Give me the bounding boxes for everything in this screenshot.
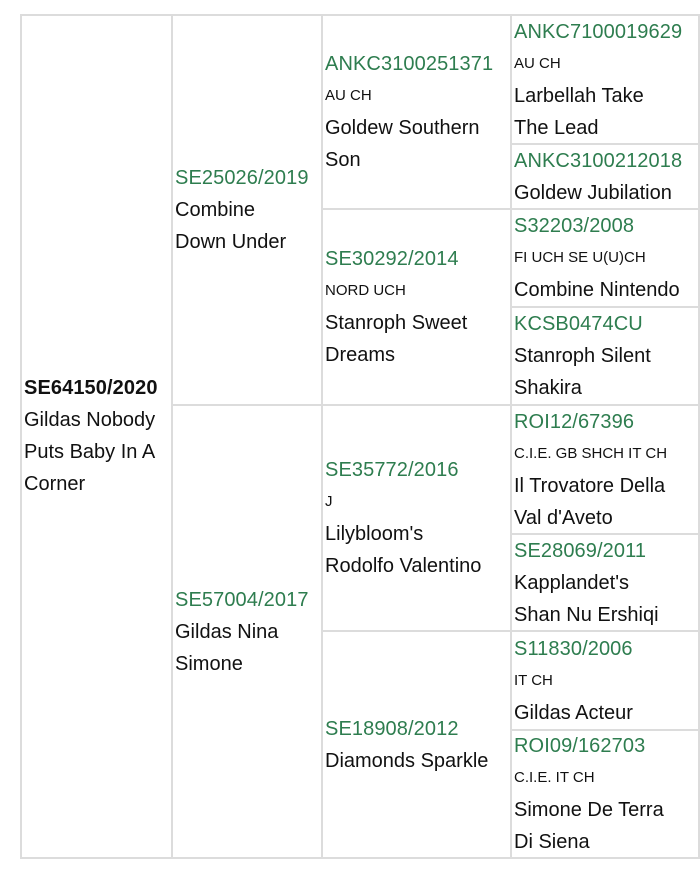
dam-sire-name-line-2: Rodolfo Valentino [325, 555, 482, 577]
ggp-3-name-line-1: Combine Nintendo [514, 279, 680, 301]
ggp-8-name-line-1: Simone De Terra [514, 799, 664, 821]
sire-registration-link[interactable]: SE25026/2019 [175, 167, 309, 189]
ggp-6-name-line-1: Kapplandet's [514, 571, 630, 594]
pedigree-cell-ggp-8 [510, 729, 700, 859]
subject-registration: SE64150/2020 [24, 377, 158, 399]
ggp-4-name-line-2: Shakira [514, 377, 582, 399]
ggp-5-registration-link[interactable]: ROI12/67396 [514, 410, 635, 433]
pedigree-cell-subject [20, 14, 173, 859]
sire-name-line-1: Combine [175, 199, 256, 221]
ggp-5-name-line-1: Il Trovatore Della [514, 474, 666, 497]
pedigree-cell-sire-dam [321, 208, 512, 406]
pedigree-cell-ggp-6 [510, 533, 700, 632]
pedigree-cell-dam-dam [321, 630, 512, 859]
sire-sire-name-line-1: Goldew Southern [325, 117, 480, 139]
ggp-7-title: IT CH [514, 671, 553, 689]
pedigree-cell-ggp-1 [510, 14, 700, 145]
pedigree-cell-sire-sire [321, 14, 512, 210]
ggp-8-title: C.I.E. IT CH [514, 769, 595, 786]
sire-sire-title: AU CH [325, 87, 372, 104]
pedigree-cell-ggp-2 [510, 143, 700, 210]
dam-registration-link[interactable]: SE57004/2017 [175, 588, 309, 611]
ggp-6-name-line-2: Shan Nu Ershiqi [514, 603, 659, 626]
ggp-7-name-line-1: Gildas Acteur [514, 701, 633, 724]
ggp-5-name-line-2: Val d'Aveto [514, 506, 613, 529]
dam-name-line-1: Gildas Nina [175, 620, 279, 643]
ggp-1-name-line-2: The Lead [514, 116, 599, 139]
dam-name-line-2: Simone [175, 652, 243, 675]
dam-dam-name-line-1: Diamonds Sparkle [325, 749, 489, 772]
ggp-8-registration-link[interactable]: ROI09/162703 [514, 735, 646, 757]
ggp-8-name-line-2: Di Siena [514, 831, 590, 853]
ggp-5-title: C.I.E. GB SHCH IT CH [514, 444, 668, 462]
ggp-4-name-line-1: Stanroph Silent [514, 345, 651, 367]
sire-sire-name-line-2: Son [325, 149, 361, 171]
dam-dam-registration-link[interactable]: SE18908/2012 [325, 717, 459, 740]
sire-dam-name-line-2: Dreams [325, 344, 396, 366]
ggp-3-title: FI UCH SE U(U)CH [514, 249, 646, 266]
ggp-2-registration-link[interactable]: ANKC3100212018 [514, 149, 683, 172]
dam-sire-title: J [325, 493, 333, 510]
ggp-1-title: AU CH [514, 54, 561, 72]
pedigree-cell-dam-sire [321, 404, 512, 632]
pedigree-cell-sire [171, 14, 323, 406]
ggp-2-name-line-1: Goldew Jubilation [514, 181, 672, 204]
ggp-4-registration-link[interactable]: KCSB0474CU [514, 313, 643, 335]
subject-name-line-2: Puts Baby In A [24, 441, 156, 463]
pedigree-cell-dam [171, 404, 323, 859]
sire-sire-registration-link[interactable]: ANKC3100251371 [325, 53, 494, 75]
sire-name-line-2: Down Under [175, 231, 287, 253]
dam-sire-registration-link[interactable]: SE35772/2016 [325, 459, 459, 481]
pedigree-cell-ggp-5 [510, 404, 700, 535]
ggp-3-registration-link[interactable]: S32203/2008 [514, 215, 635, 237]
subject-name-line-1: Gildas Nobody [24, 409, 156, 431]
pedigree-cell-ggp-4 [510, 306, 700, 406]
pedigree-cell-ggp-3 [510, 208, 700, 308]
ggp-7-registration-link[interactable]: S11830/2006 [514, 637, 633, 660]
dam-sire-name-line-1: Lilybloom's [325, 523, 424, 545]
ggp-6-registration-link[interactable]: SE28069/2011 [514, 539, 647, 562]
sire-dam-title: NORD UCH [325, 282, 406, 299]
ggp-1-registration-link[interactable]: ANKC7100019629 [514, 20, 683, 43]
sire-dam-registration-link[interactable]: SE30292/2014 [325, 248, 459, 270]
pedigree-cell-ggp-7 [510, 630, 700, 731]
sire-dam-name-line-1: Stanroph Sweet [325, 312, 468, 334]
subject-name-line-3: Corner [24, 473, 86, 495]
ggp-1-name-line-1: Larbellah Take [514, 84, 644, 107]
